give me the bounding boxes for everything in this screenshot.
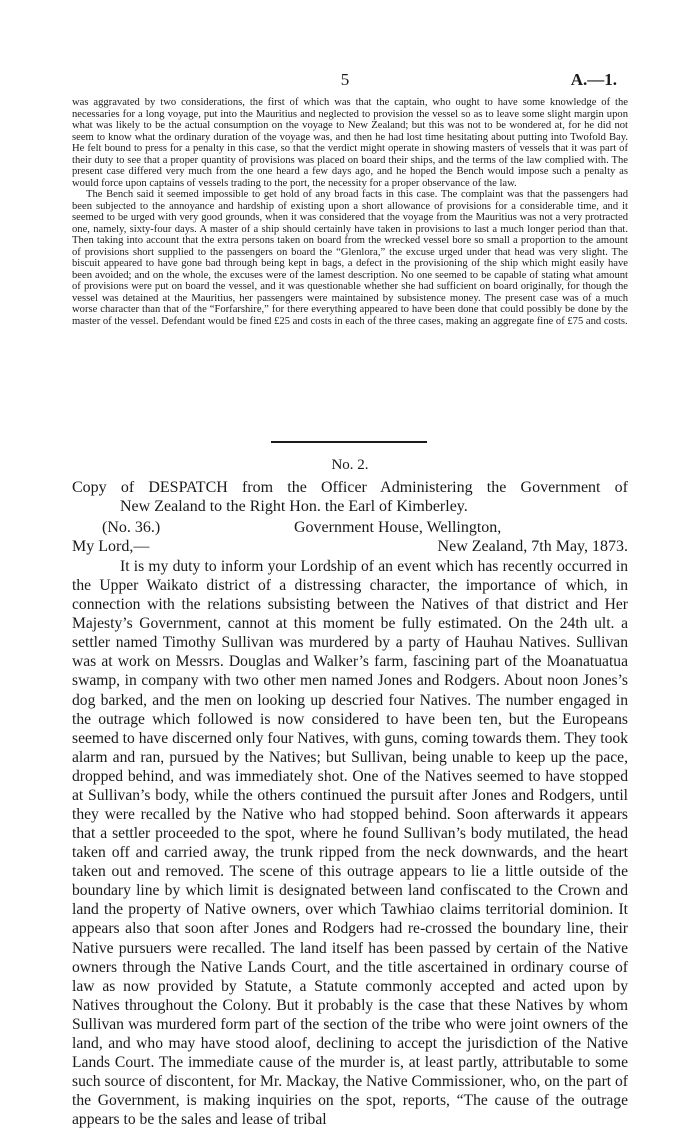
despatch-title-line: New Zealand to the Right Hon. the Earl of Kimberley. [120,498,468,515]
court-report-paragraph: was aggravated by two considerations, the first of which was that the captain, who ought to have some knowledge of the necessaries for a long voyage, put into the Mauritius and neglected to provision the vessel so as to leave some slight margin upon what was likely to be the actual consumption on the voyage to New Zealand; but this was not to be wondered at, for he did not seem to know what the ordinary duration of the voyage was, and then he had lost time hesitating about putting into Twofold Bay. He felt bound to press for a penalty in this case, so that the verdict might operate in showing masters of vessels that it was part of their duty to see that a proper quantity of provisions was placed on board their ships, and the terms of the law complied with. The present case differed very much from the one heard a few days ago, and he hoped the Bench would impose such a penalty as would force upon captains of vessels trading to the port, the necessity for a proper observance of the law. [72,97,628,189]
salutation: My Lord,— [72,538,150,555]
document-reference: A.—1. [570,70,617,89]
despatch-date: New Zealand, 7th May, 1873. [437,538,628,555]
despatch-title [72,478,628,516]
court-report-paragraph: The Bench said it seemed impossible to get hold of any broad facts in this case. The complaint was that the passengers had been subjected to the annoyance and hardship of existing upon a short allowance of provisions for a considerable time, and it seemed to be urged with very good grounds, when it was considered that the voyage from the Mauritius was not a very protracted one, namely, sixty-four days. A master of a ship should certainly have taken in provisions to last a much longer period than that. Then taking into account that the extra persons taken on board from the wrecked vessel bore so small a proportion to the amount of provisions short supplied to the passengers on board the “Glenlora,” the excuse urged under that head was very slight. The biscuit appeared to have gone bad through being kept in bags, a defect in the provisioning of the ship which might easily have been avoided; and on the whole, the excuses were of the lamest description. No one seemed to be capable of stating what amount of provisions were put on board the vessel, and it was questionable whether she had sufficient on board originally, for though the vessel was detained at the Mauritius, her passengers were maintained by subsistence money. The present case was of a much worse character than that of the “Forfarshire,” for there everything appeared to have been done that could possibly be done by the master of the vessel. Defendant would be fined £25 and costs in each of the three cases, making an aggregate fine of £75 and costs. [72,189,628,327]
page-number: 5 [340,70,350,89]
dispatch-number: (No. 36.) [102,519,161,536]
despatch-meta [72,518,628,558]
section-divider [271,441,427,443]
sender-location: Government House, Wellington, [294,519,502,536]
despatch-body: It is my duty to inform your Lordship of an event which has recently occurred in the Upper Waikato district of a distressing character, the importance of which, in connection with the relations subsisting between the Natives of that district and Her Majesty’s Government, cannot at this moment be fully estimated. On the 24th ult. a settler named Timothy Sullivan was murdered by a party of Hauhau Natives. Sullivan was at work on Messrs. Douglas and Walker’s farm, fascining part of the Moanatuatua swamp, in company with two other men named Jones and Rodgers. About noon Jones’s dog barked, and the men on looking up descried four Natives. The number engaged in the outrage which followed is now considered to have been ten, but the Europeans seemed to have discerned only four Natives, with guns, coming towards them. They took alarm and ran, pursued by the Natives; but Sullivan, being unable to keep up the pace, dropped behind, and was immediately shot. One of the Natives seemed to have stopped at Sullivan’s body, while the others continued the pursuit after Jones and Rodgers, until they were recalled by the Native who had stopped behind. Soon afterwards it appears that a settler proceeded to the spot, where he found Sullivan’s body mutilated, the head taken off and carried away, the trunk ripped from the neck downwards, and the heart taken out and removed. The scene of this outrage appears to lie a little outside of the boundary line by which limit is designated between land confiscated to the Crown and land the property of Native owners, over which Tawhiao claims territorial dominion. It appears also that soon after Jones and Rodgers had re-crossed the boundary line, their Native pursuers were recalled. The land itself has been passed by certain of the Native owners through the Native Lands Court, and the title ascertained in ordinary course of law as now provided by Statute, a Statute commonly accepted and acted upon by Natives throughout the Colony. But it probably is the case that these Natives by whom Sullivan was murdered form part of the section of the tribe who were joint owners of the land, and who may have stood aloof, declining to accept the jurisdiction of the Native Lands Court. The immediate cause of the murder is, at least partly, attributable to some such source of discontent, for Mr. Mackay, the Native Commissioner, who, on the part of the Government, is making inquiries on the spot, reports, “The cause of the outrage appears to be the sales and lease of tribal [72,558,628,1129]
court-report-text [72,97,628,327]
despatch-number-heading: No. 2. [331,457,369,473]
page-header [0,70,700,92]
despatch-title-line: Copy of DESPATCH from the Officer Administering the Government of [72,479,628,496]
